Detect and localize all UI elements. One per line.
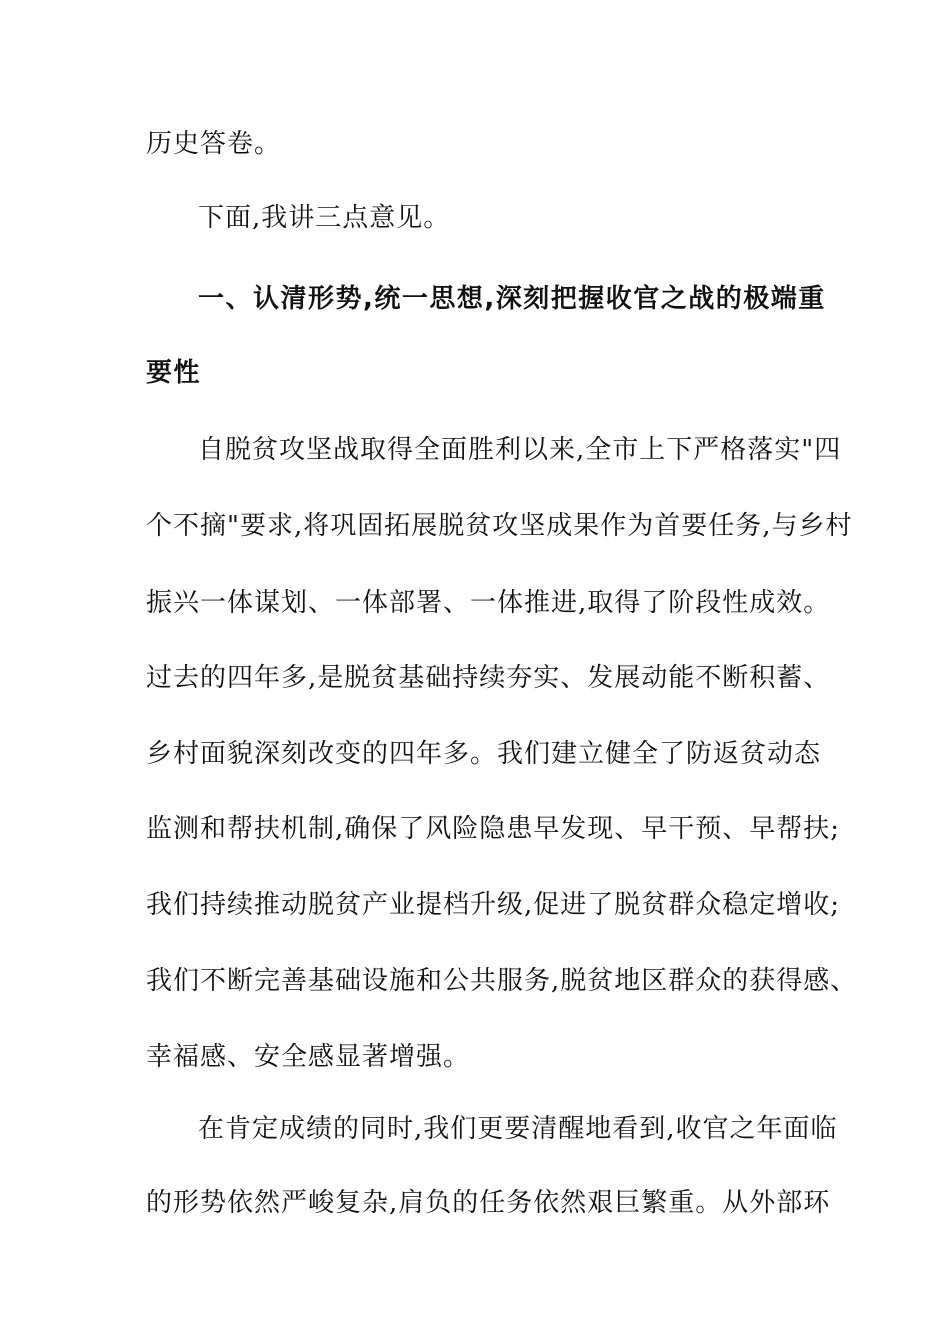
- paragraph-line: 个不摘"要求,将巩固拓展脱贫攻坚成果作为首要任务,与乡村: [146, 511, 853, 541]
- paragraph-line: 过去的四年多,是脱贫基础持续夯实、发展动能不断积蓄、: [146, 663, 831, 693]
- text-line: 历史答卷。: [146, 129, 282, 159]
- paragraph-line: 监测和帮扶机制,确保了风险隐患早发现、早干预、早帮扶;: [146, 814, 841, 844]
- paragraph-line: 下面,我讲三点意见。: [198, 203, 451, 233]
- section-heading-continued: 要性: [146, 358, 202, 388]
- paragraph-line: 我们持续推动脱贫产业提档升级,促进了脱贫群众稳定增收;: [146, 890, 841, 920]
- paragraph-line: 振兴一体谋划、一体部署、一体推进,取得了阶段性成效。: [146, 588, 831, 618]
- paragraph-line: 我们不断完善基础设施和公共服务,脱贫地区群众的获得感、: [146, 966, 858, 996]
- paragraph-line: 的形势依然严峻复杂,肩负的任务依然艰巨繁重。从外部环: [146, 1188, 831, 1218]
- paragraph-line: 乡村面貌深刻改变的四年多。我们建立健全了防返贫动态: [146, 739, 822, 769]
- paragraph-line: 在肯定成绩的同时,我们更要清醒地看到,收官之年面临: [198, 1114, 838, 1144]
- paragraph-line: 幸福感、安全感显著增强。: [146, 1042, 471, 1072]
- paragraph-line: 自脱贫攻坚战取得全面胜利以来,全市上下严格落实"四: [198, 435, 842, 465]
- section-heading: 一、认清形势,统一思想,深刻把握收官之战的极端重: [198, 284, 826, 314]
